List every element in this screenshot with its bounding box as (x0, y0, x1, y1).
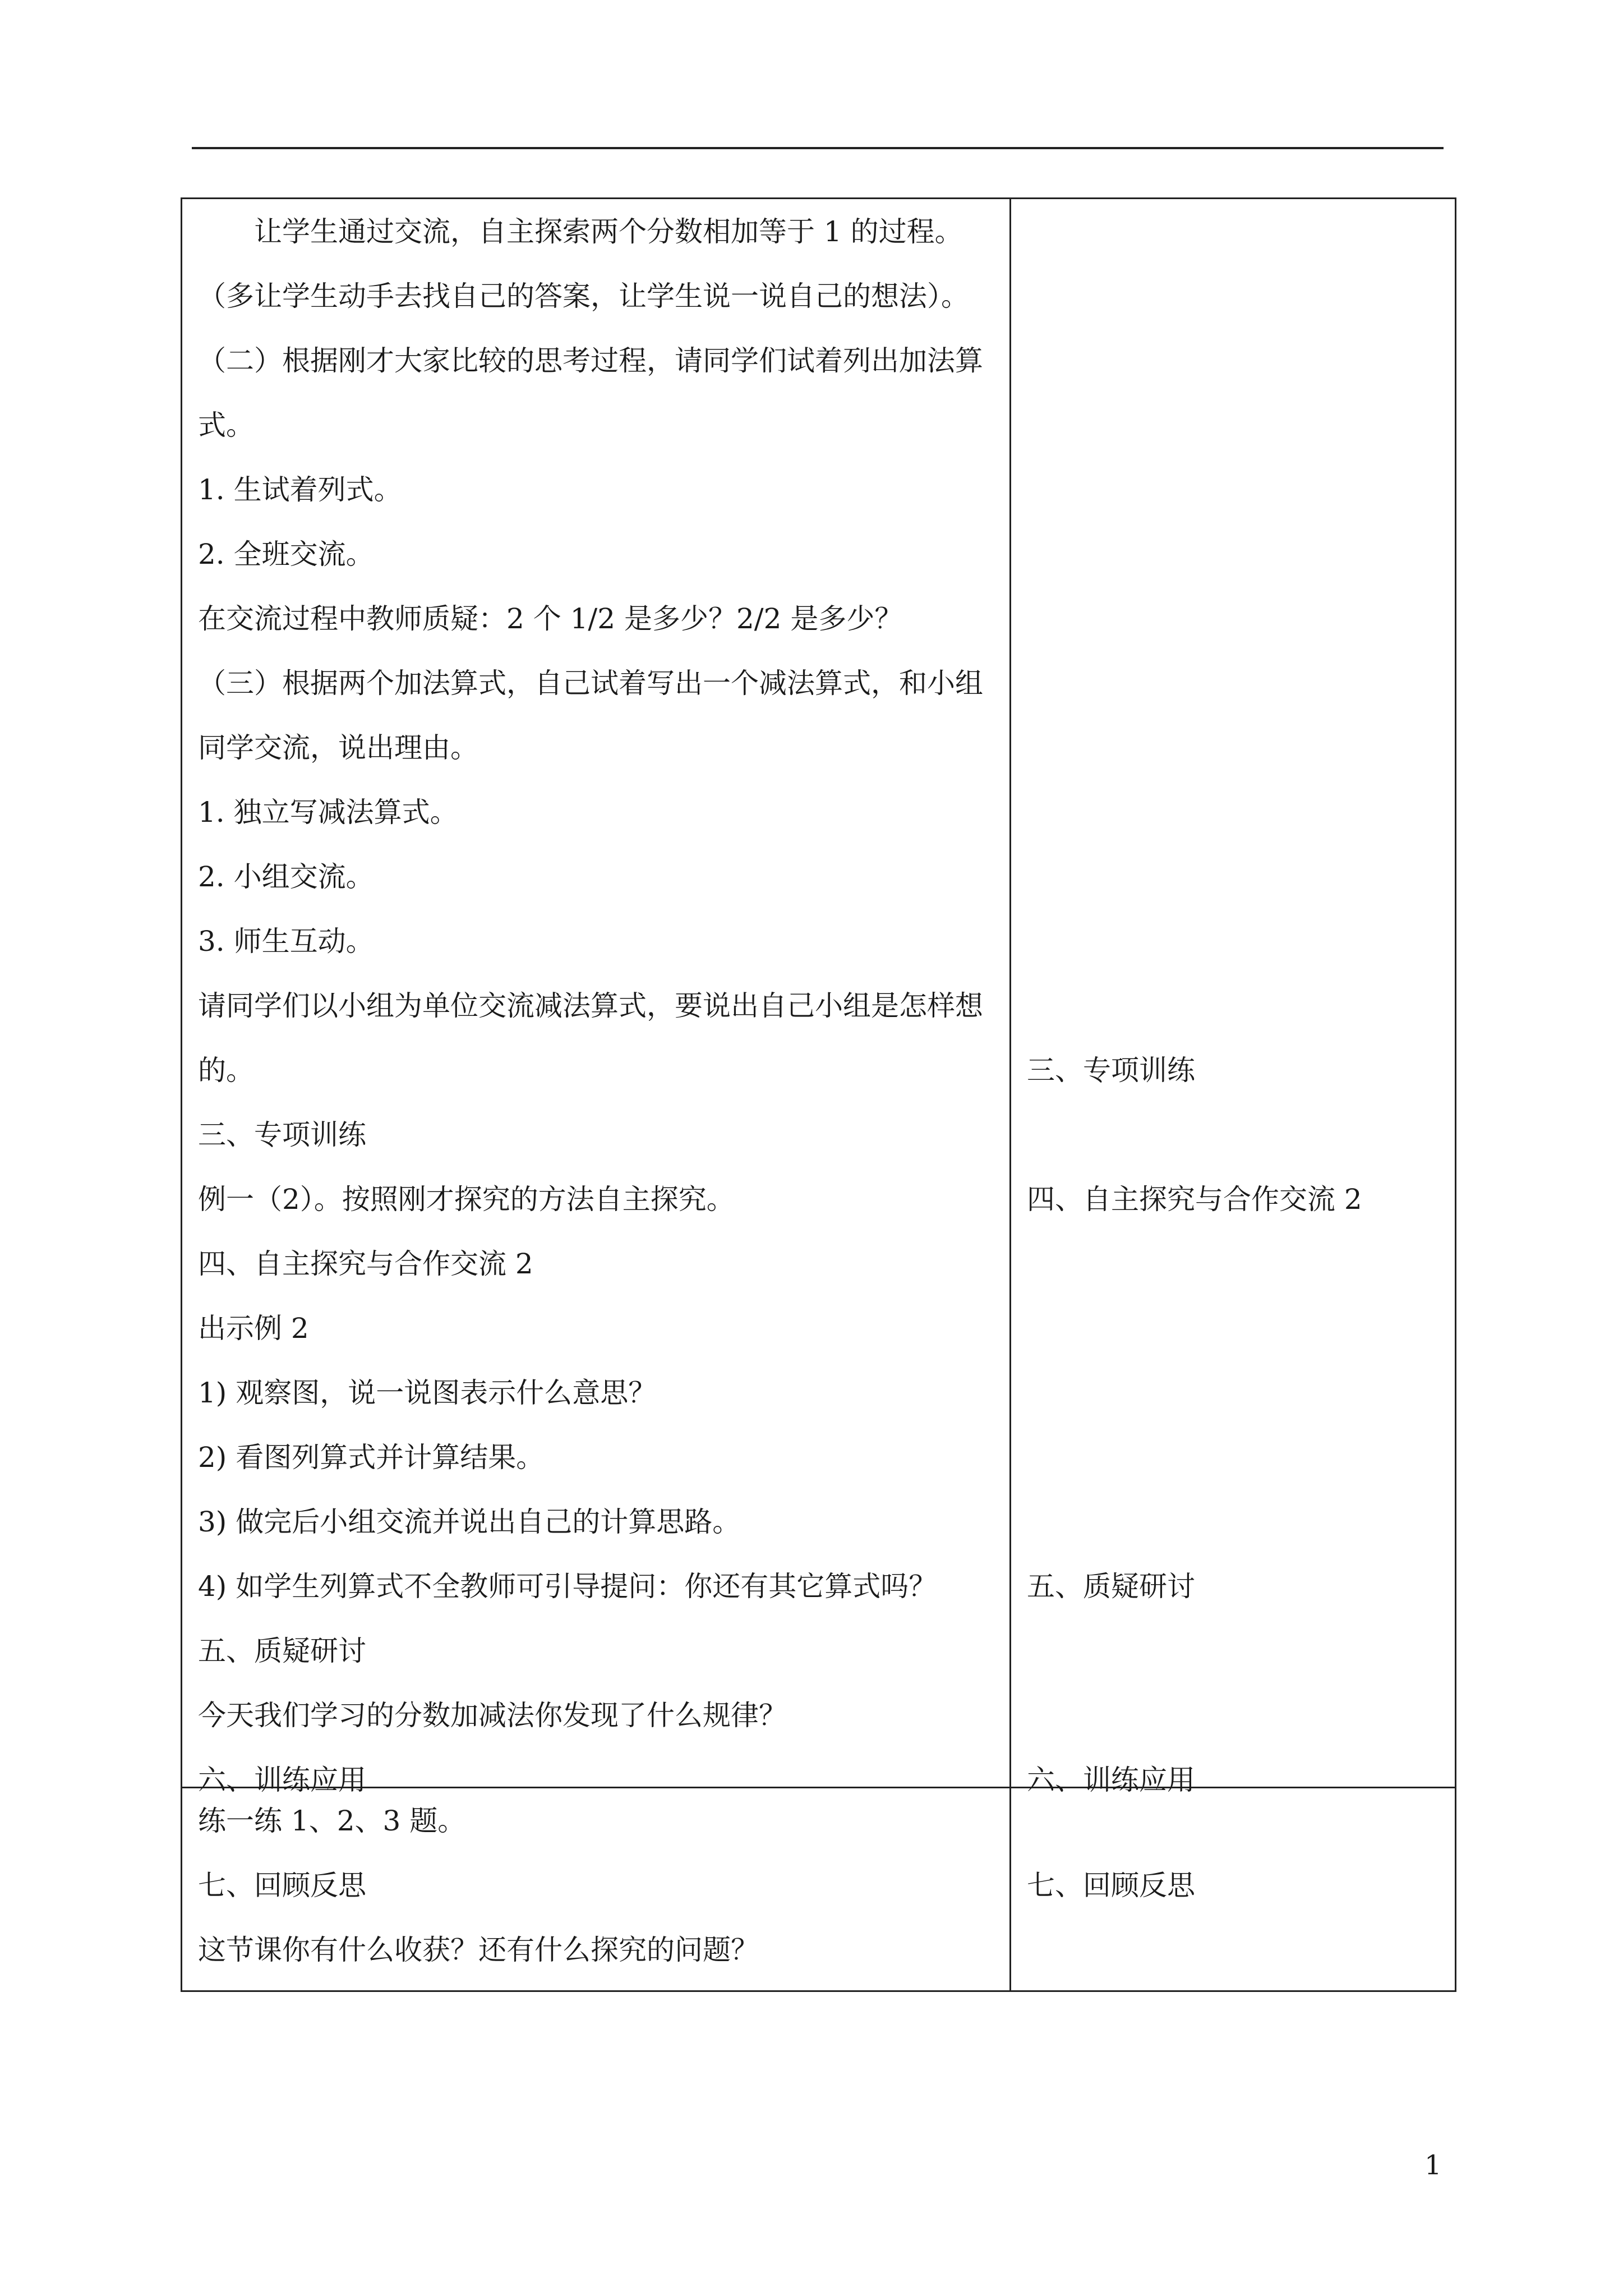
text-line: 3. 师生互动。 (198, 925, 374, 958)
text-line: 2. 全班交流。 (198, 538, 374, 570)
side-heading: 三、专项训练 (1027, 1054, 1195, 1087)
text-line: 请同学们以小组为单位交流减法算式，要说出自己小组是怎样想 (198, 990, 983, 1022)
text-line: 3) 做完后小组交流并说出自己的计算思路。 (198, 1506, 741, 1538)
section-heading: 三、专项训练 (198, 1119, 366, 1151)
lesson-plan-table (181, 197, 1456, 1992)
text-line: 2. 小组交流。 (198, 861, 374, 893)
page-number: 1 (1424, 2150, 1442, 2181)
text-line: 1) 观察图，说一说图表示什么意思？ (198, 1377, 657, 1409)
text-line: 1. 独立写减法算式。 (198, 796, 458, 829)
text-line: 今天我们学习的分数加减法你发现了什么规律？ (198, 1699, 787, 1732)
text-line: 式。 (198, 409, 254, 441)
text-line: 出示例 2 (198, 1312, 309, 1345)
table-row (182, 199, 1456, 1788)
side-heading: 七、回顾反思 (1027, 1869, 1195, 1902)
text-line: 让学生通过交流，自主探索两个分数相加等于 1 的过程。 (254, 215, 963, 248)
text-line: 同学交流，说出理由。 (198, 731, 478, 764)
side-heading: 六、训练应用 (1027, 1764, 1195, 1796)
table-row (182, 1788, 1456, 1991)
text-line: 2) 看图列算式并计算结果。 (198, 1441, 545, 1474)
section-heading: 六、训练应用 (198, 1764, 366, 1796)
section-heading: 七、回顾反思 (198, 1869, 366, 1902)
text-line: 在交流过程中教师质疑：2 个 1/2 是多少？2/2 是多少？ (198, 602, 903, 635)
text-line: （二）根据刚才大家比较的思考过程，请同学们试着列出加法算 (198, 344, 983, 377)
text-line: （多让学生动手去找自己的答案，让学生说一说自己的想法）。 (198, 280, 969, 312)
text-line: 1. 生试着列式。 (198, 473, 402, 506)
text-line: 练一练 1、2、3 题。 (198, 1805, 466, 1837)
text-line: 例一（2）。按照刚才探究的方法自主探究。 (198, 1183, 735, 1216)
section-heading: 四、自主探究与合作交流 2 (198, 1248, 533, 1280)
text-line: 这节课你有什么收获？还有什么探究的问题？ (198, 1934, 759, 1966)
text-line: 的。 (198, 1054, 254, 1087)
side-heading: 四、自主探究与合作交流 2 (1027, 1183, 1362, 1216)
text-line: 4) 如学生列算式不全教师可引导提问：你还有其它算式吗？ (198, 1570, 937, 1603)
section-heading: 五、质疑研讨 (198, 1635, 366, 1667)
side-heading: 五、质疑研讨 (1027, 1570, 1195, 1603)
header-rule (192, 147, 1444, 149)
main-content-cell (182, 199, 1011, 1796)
text-line: （三）根据两个加法算式，自己试着写出一个减法算式，和小组 (198, 667, 983, 700)
side-notes-cell (1011, 1788, 1456, 1991)
side-notes-cell (1011, 199, 1456, 1796)
main-content-cell (182, 1788, 1011, 1991)
